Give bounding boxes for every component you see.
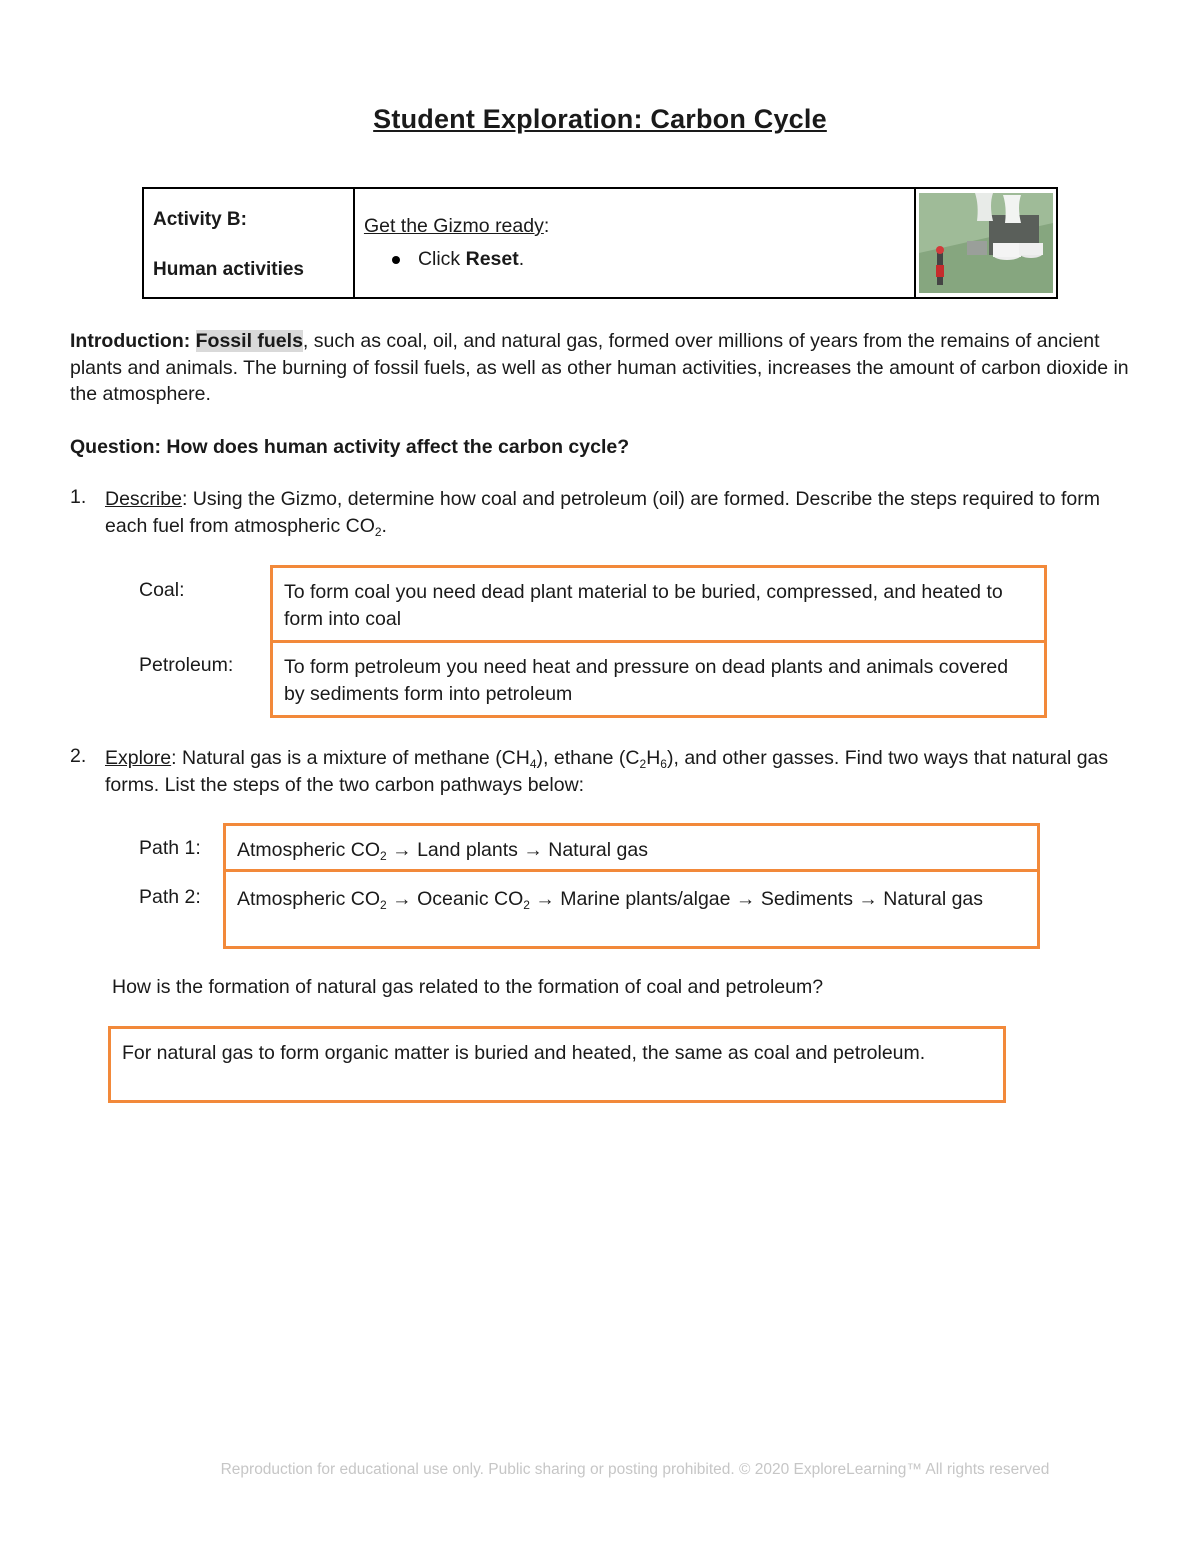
path2-part-a: Atmospheric CO <box>237 887 381 910</box>
path1-part-a: Atmospheric CO <box>237 839 381 861</box>
path2-sub-a: 2 <box>380 897 387 912</box>
fossil-fuels-term: Fossil fuels <box>195 330 303 352</box>
q2-text-4: ), and other gasses. Find two ways that natural gas forms. List the steps of the two carbon pathways below: <box>105 747 1109 796</box>
coal-label: Coal: <box>139 579 185 601</box>
path2-answer[interactable] <box>237 886 1026 913</box>
path1-label: Path 1: <box>139 837 201 859</box>
q2-text-1: : Natural gas is a mixture of methane (CH <box>171 747 530 769</box>
gizmo-image-cell <box>916 189 1056 297</box>
introduction-text: , such as coal, oil, and natural gas, formed over millions of years from the remains of ancient plants and animals. The burning of fossil fuels, as well as other human activities, increases the amount of carbon dioxide in the atmosphere. <box>70 330 1129 405</box>
q2-text-3: H <box>646 747 661 769</box>
q2-number: 2. <box>70 745 87 767</box>
question-heading: Question: How does human activity affect the carbon cycle? <box>70 436 630 458</box>
path2-part-c: → Marine plants/algae → Sediments → Natural gas <box>529 887 984 910</box>
power-plant-illustration <box>919 193 1053 293</box>
pathways-answer-box <box>223 823 1040 949</box>
activity-label-cell <box>144 189 355 297</box>
path2-part-b: → Oceanic CO <box>386 887 524 910</box>
path1-part-b: → Land plants → Natural gas <box>386 839 648 861</box>
instruction-item <box>418 248 914 271</box>
path1-sub-a: 2 <box>380 849 387 863</box>
petroleum-answer[interactable]: To form petroleum you need heat and pressure on dead plants and animals covered by sediments form into petroleum <box>284 656 1009 705</box>
path1-answer[interactable] <box>237 837 1026 864</box>
q1-number: 1. <box>70 486 87 508</box>
path2-label: Path 2: <box>139 886 201 908</box>
petroleum-label: Petroleum: <box>139 654 234 676</box>
q2-sub-1: 4 <box>529 757 537 771</box>
instruction-suffix: . <box>518 248 525 270</box>
activity-label: Activity B: <box>153 209 247 230</box>
page-title: Student Exploration: Carbon Cycle <box>373 104 827 134</box>
get-ready-colon: : <box>543 215 550 237</box>
q2-keyword: Explore <box>105 747 172 769</box>
footer-copyright: Reproduction for educational use only. Public sharing or posting prohibited. © 2020 ExploreLearning™ All rights reserved <box>220 1461 1050 1478</box>
q2-sub-3: 6 <box>660 757 667 771</box>
relation-question: How is the formation of natural gas related to the formation of coal and petroleum? <box>112 976 824 998</box>
path-row-divider <box>223 869 1040 872</box>
instruction-prefix: Click <box>417 248 466 270</box>
answer-row-divider <box>270 640 1047 643</box>
introduction-paragraph <box>70 328 1130 408</box>
activity-name: Human activities <box>153 259 304 280</box>
relation-answer[interactable]: For natural gas to form organic matter is buried and heated, the same as coal and petroleum. <box>122 1042 926 1064</box>
q1-prompt <box>105 486 1115 539</box>
get-ready-heading: Get the Gizmo ready <box>363 215 544 237</box>
introduction-label: Introduction: <box>70 330 191 352</box>
relation-answer-box <box>108 1026 1006 1103</box>
reset-keyword: Reset <box>465 248 519 270</box>
q1-sub: 2 <box>374 524 382 539</box>
q2-text-2: ), ethane (C <box>536 747 640 769</box>
q2-prompt <box>105 745 1115 798</box>
coal-answer[interactable]: To form coal you need dead plant material to be buried, compressed, and heated to form into coal <box>284 581 1003 630</box>
gizmo-power-plant-image <box>919 193 1053 293</box>
instruction-list <box>364 248 914 271</box>
q1-text: : Using the Gizmo, determine how coal and petroleum (oil) are formed. Describe the steps required to form each fuel from atmospheric CO <box>105 488 1100 537</box>
q2-sub-2: 2 <box>639 757 647 771</box>
activity-header-table <box>142 187 1058 299</box>
path2-sub-b: 2 <box>523 897 530 912</box>
q1-end: . <box>381 514 387 537</box>
q1-keyword: Describe <box>105 488 182 510</box>
activity-instructions-cell <box>355 189 916 297</box>
